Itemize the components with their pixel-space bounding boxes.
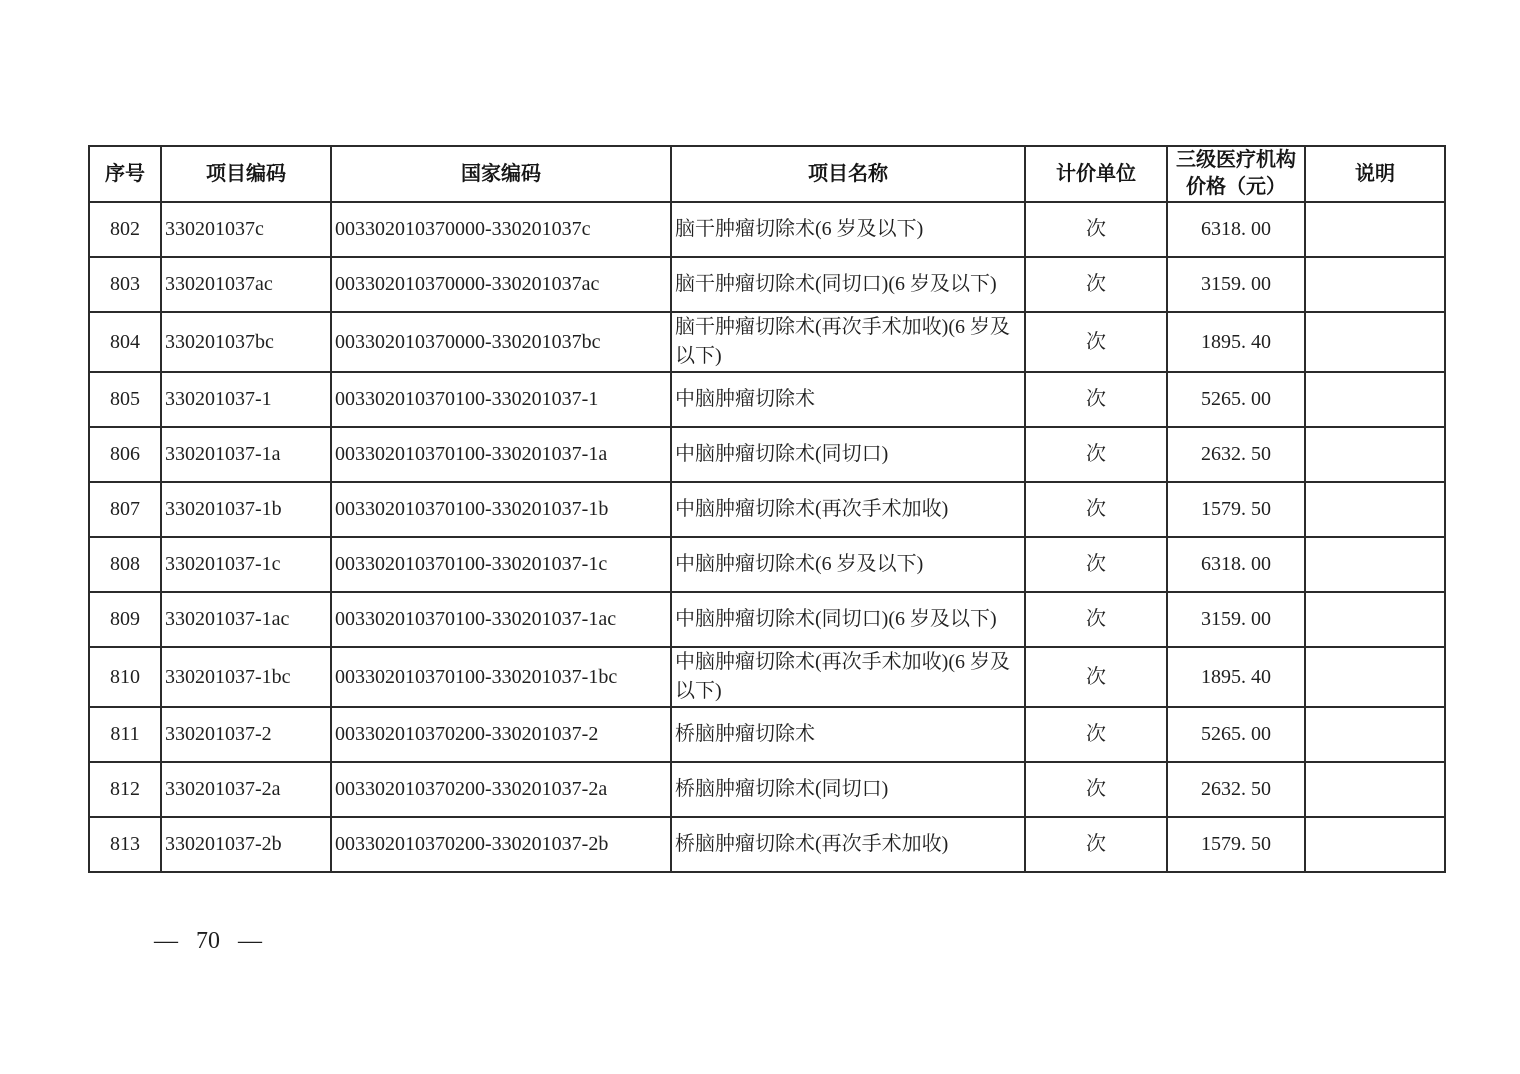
cell-note	[1305, 427, 1445, 482]
cell-seq: 806	[89, 427, 161, 482]
cell-price: 2632. 50	[1167, 762, 1305, 817]
cell-price: 3159. 00	[1167, 257, 1305, 312]
header-national-code: 国家编码	[331, 146, 671, 202]
cell-item-name: 桥脑肿瘤切除术	[671, 707, 1025, 762]
cell-item-name: 脑干肿瘤切除术(6 岁及以下)	[671, 202, 1025, 257]
cell-item-name: 中脑肿瘤切除术	[671, 372, 1025, 427]
cell-price: 5265. 00	[1167, 707, 1305, 762]
cell-note	[1305, 762, 1445, 817]
cell-note	[1305, 257, 1445, 312]
cell-seq: 805	[89, 372, 161, 427]
cell-seq: 812	[89, 762, 161, 817]
table-row	[89, 592, 1445, 647]
table-row	[89, 707, 1445, 762]
table-row	[89, 647, 1445, 707]
cell-unit: 次	[1025, 537, 1167, 592]
cell-price: 6318. 00	[1167, 537, 1305, 592]
header-seq: 序号	[89, 146, 161, 202]
cell-note	[1305, 372, 1445, 427]
cell-item-name: 中脑肿瘤切除术(6 岁及以下)	[671, 537, 1025, 592]
cell-item-name: 中脑肿瘤切除术(再次手术加收)(6 岁及以下)	[671, 647, 1025, 707]
cell-seq: 803	[89, 257, 161, 312]
cell-price: 3159. 00	[1167, 592, 1305, 647]
cell-note	[1305, 537, 1445, 592]
cell-unit: 次	[1025, 762, 1167, 817]
table-row	[89, 537, 1445, 592]
cell-price: 2632. 50	[1167, 427, 1305, 482]
cell-note	[1305, 817, 1445, 872]
cell-unit: 次	[1025, 312, 1167, 372]
cell-item-name: 中脑肿瘤切除术(同切口)	[671, 427, 1025, 482]
cell-seq: 811	[89, 707, 161, 762]
header-price: 三级医疗机构价格（元）	[1167, 146, 1305, 202]
cell-national-code: 003302010370100-330201037-1b	[331, 482, 671, 537]
cell-item-code: 330201037-2b	[161, 817, 331, 872]
cell-item-code: 330201037-1ac	[161, 592, 331, 647]
cell-price: 1895. 40	[1167, 312, 1305, 372]
cell-seq: 804	[89, 312, 161, 372]
cell-national-code: 003302010370200-330201037-2	[331, 707, 671, 762]
cell-unit: 次	[1025, 647, 1167, 707]
cell-price: 6318. 00	[1167, 202, 1305, 257]
cell-price: 1895. 40	[1167, 647, 1305, 707]
cell-item-code: 330201037-1c	[161, 537, 331, 592]
cell-price: 5265. 00	[1167, 372, 1305, 427]
cell-national-code: 003302010370000-330201037c	[331, 202, 671, 257]
price-table	[88, 145, 1446, 873]
cell-note	[1305, 647, 1445, 707]
cell-seq: 810	[89, 647, 161, 707]
header-item-name: 项目名称	[671, 146, 1025, 202]
cell-item-name: 桥脑肿瘤切除术(再次手术加收)	[671, 817, 1025, 872]
cell-item-code: 330201037-2	[161, 707, 331, 762]
table-row	[89, 202, 1445, 257]
cell-item-code: 330201037ac	[161, 257, 331, 312]
table-row	[89, 257, 1445, 312]
cell-item-code: 330201037-1a	[161, 427, 331, 482]
table-row	[89, 482, 1445, 537]
table-row	[89, 312, 1445, 372]
cell-item-code: 330201037-1bc	[161, 647, 331, 707]
cell-national-code: 003302010370200-330201037-2b	[331, 817, 671, 872]
header-note: 说明	[1305, 146, 1445, 202]
cell-item-code: 330201037bc	[161, 312, 331, 372]
cell-item-code: 330201037-1	[161, 372, 331, 427]
table-row	[89, 427, 1445, 482]
cell-national-code: 003302010370100-330201037-1c	[331, 537, 671, 592]
cell-seq: 802	[89, 202, 161, 257]
table-row	[89, 372, 1445, 427]
cell-unit: 次	[1025, 707, 1167, 762]
cell-item-code: 330201037-1b	[161, 482, 331, 537]
cell-unit: 次	[1025, 427, 1167, 482]
cell-item-name: 脑干肿瘤切除术(再次手术加收)(6 岁及以下)	[671, 312, 1025, 372]
cell-seq: 808	[89, 537, 161, 592]
cell-unit: 次	[1025, 202, 1167, 257]
cell-unit: 次	[1025, 257, 1167, 312]
cell-unit: 次	[1025, 592, 1167, 647]
cell-national-code: 003302010370100-330201037-1a	[331, 427, 671, 482]
cell-seq: 809	[89, 592, 161, 647]
cell-item-name: 中脑肿瘤切除术(同切口)(6 岁及以下)	[671, 592, 1025, 647]
cell-note	[1305, 312, 1445, 372]
table-row	[89, 817, 1445, 872]
cell-item-name: 脑干肿瘤切除术(同切口)(6 岁及以下)	[671, 257, 1025, 312]
cell-national-code: 003302010370100-330201037-1	[331, 372, 671, 427]
cell-note	[1305, 707, 1445, 762]
cell-note	[1305, 482, 1445, 537]
cell-national-code: 003302010370200-330201037-2a	[331, 762, 671, 817]
header-row	[89, 146, 1445, 202]
cell-item-name: 桥脑肿瘤切除术(同切口)	[671, 762, 1025, 817]
cell-national-code: 003302010370100-330201037-1bc	[331, 647, 671, 707]
page-number: — 70 —	[154, 928, 262, 954]
cell-unit: 次	[1025, 372, 1167, 427]
cell-seq: 807	[89, 482, 161, 537]
cell-national-code: 003302010370100-330201037-1ac	[331, 592, 671, 647]
cell-unit: 次	[1025, 482, 1167, 537]
cell-national-code: 003302010370000-330201037ac	[331, 257, 671, 312]
cell-seq: 813	[89, 817, 161, 872]
cell-item-name: 中脑肿瘤切除术(再次手术加收)	[671, 482, 1025, 537]
cell-note	[1305, 592, 1445, 647]
table-body	[89, 202, 1445, 872]
cell-unit: 次	[1025, 817, 1167, 872]
header-item-code: 项目编码	[161, 146, 331, 202]
cell-item-code: 330201037c	[161, 202, 331, 257]
cell-item-code: 330201037-2a	[161, 762, 331, 817]
cell-price: 1579. 50	[1167, 482, 1305, 537]
cell-price: 1579. 50	[1167, 817, 1305, 872]
cell-national-code: 003302010370000-330201037bc	[331, 312, 671, 372]
cell-note	[1305, 202, 1445, 257]
header-unit: 计价单位	[1025, 146, 1167, 202]
table-row	[89, 762, 1445, 817]
